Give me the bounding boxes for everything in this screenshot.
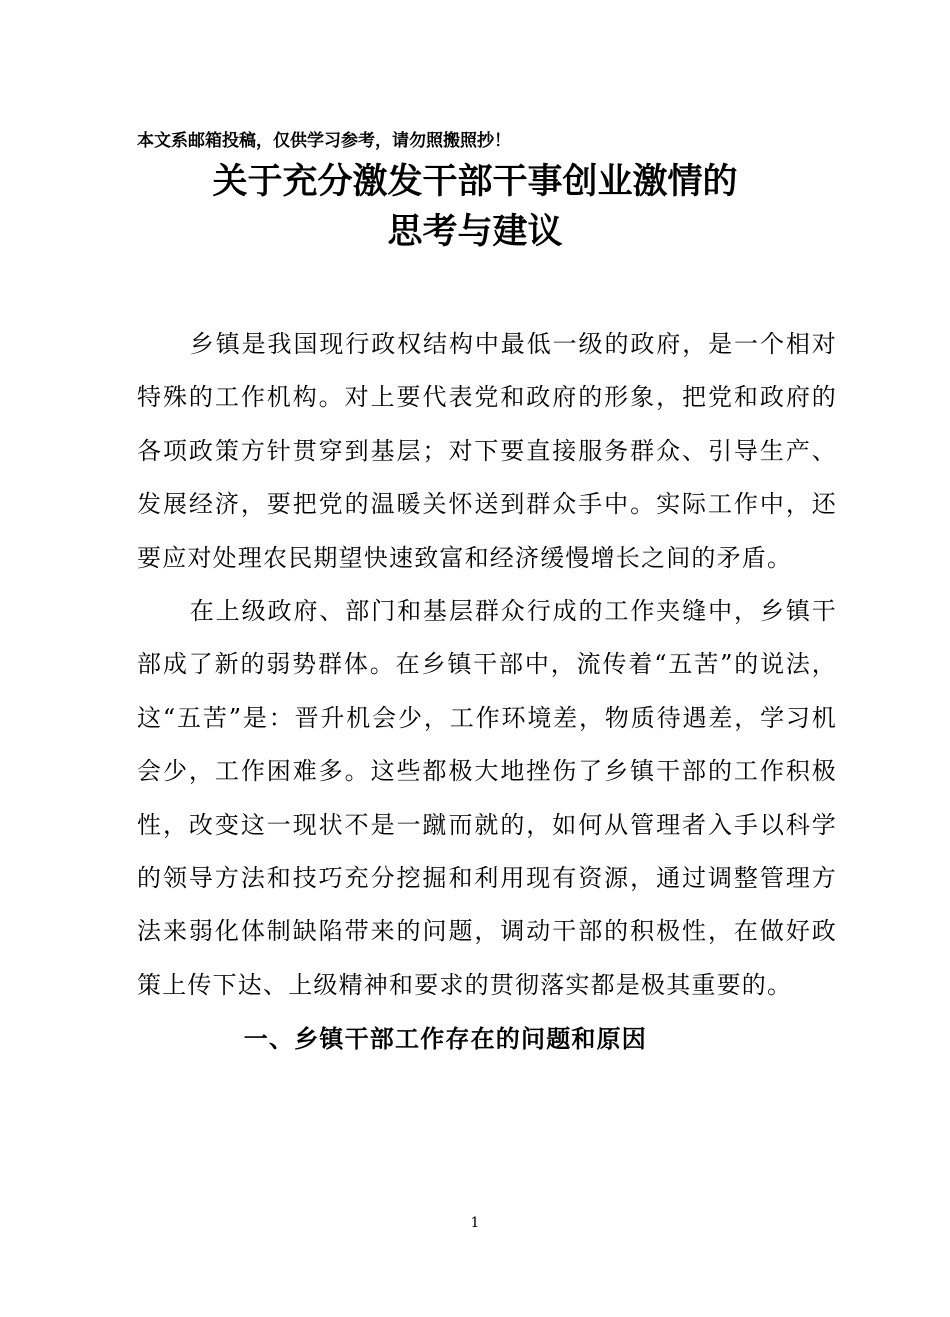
page-number: 1 xyxy=(470,1215,480,1231)
document-title-line-2: 思考与建议 xyxy=(387,211,563,252)
section-heading: 一、乡镇干部工作存在的问题和原因 xyxy=(243,1024,647,1054)
document-body xyxy=(137,318,837,1066)
document-title-line-1: 关于充分激发干部干事创业激情的 xyxy=(212,161,738,202)
body-paragraph-1: 乡镇是我国现行政权结构中最低一级的政府，是一个相对特殊的工作机构。对上要代表党和政府的形象，把党和政府的各项政策方针贯穿到基层；对下要直接服务群众、引导生产、发展经济，要把党的温暖关怀送到群众手中。实际工作中，还要应对处理农民期望快速致富和经济缓慢增长之间的矛盾。 xyxy=(137,330,837,572)
body-paragraph-2: 在上级政府、部门和基层群众行成的工作夹缝中，乡镇干部成了新的弱势群体。在乡镇干部中，流传着“五苦”的说法，这“五苦”是：晋升机会少，工作环境差，物质待遇差，学习机会少，工作困难多。这些都极大地挫伤了乡镇干部的工作积极性，改变这一现状不是一蹴而就的，如何从管理者入手以科学的领导方法和技巧充分挖掘和利用现有资源，通过调整管理方法来弱化体制缺陷带来的问题，调动干部的积极性，在做好政策上传下达、上级精神和要求的贯彻落实都是极其重要的。 xyxy=(137,597,837,999)
submission-notice: 本文系邮箱投稿，仅供学习参考，请勿照搬照抄！ xyxy=(137,131,511,151)
